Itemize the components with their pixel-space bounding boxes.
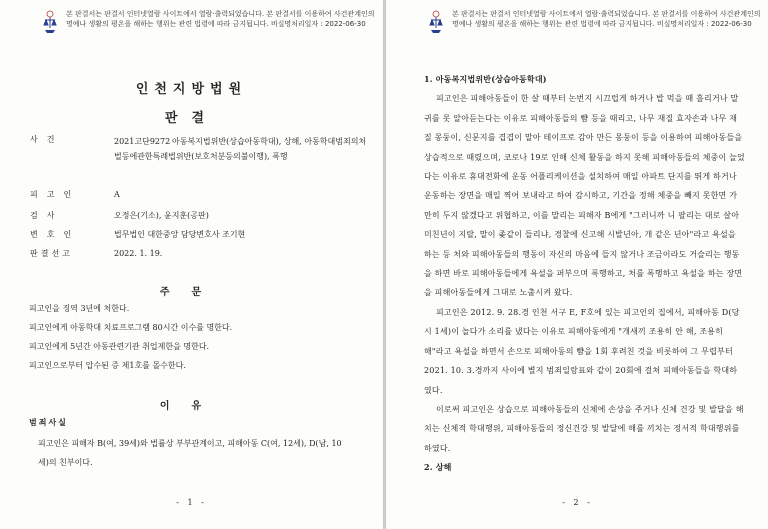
notice-line-2: 명예나 생활의 평온을 해하는 행위는 관련 법령에 따라 금지됩니다. 비실명처리일자 : 2022-06-30 — [66, 20, 366, 28]
notice-line-2: 명예나 생활의 평온을 해하는 행위는 관련 법령에 따라 금지됩니다. 비실명처리일자 : 2022-06-30 — [452, 20, 752, 28]
paragraph-2: 피고인은 2012. 9. 28.경 인천 서구 E, F호에 있는 피고인의 집에서, 피해아동 D(당시 1세)이 놀다가 소리를 냈다는 이유로 피해아동에게 "개새끼 조용히 안 해, 조용히 해"라고 욕설을 하면서 손으로 피해아동의 뺨을 1회 후려친 것을 비롯하여 그 무렵부터 2021. 10. 3.경까지 사이에 별지 범죄일람표와 같이 20회에 걸쳐 피해아동들을 학대하였다. — [424, 307, 740, 395]
date-value: 2022. 1. 19. — [114, 249, 163, 258]
paragraph-1: 피고인은 피해아동들이 한 살 때부터 논번지 시끄럽게 하거나 밥 먹을 때 흘리거나 말귀를 못 알아듣는다는 이유로 피해아동들의 뺨 등을 때리고, 나무 재질 효자손과 나무 재질 몽둥이, 신문지를 겹겹이 말아 테이프로 감아 만든 몽둥이 등을 이용하여 피해아동들을 상습적으로 때렸으며, 코로나 19로 인해 신체 활동을 하지 못해 피해아동들의 체중이 늘었다는 이유로 휴대전화에 운동 어플리케이션을 설치하여 매일 아파트 단지를 뛰게 하거나 운동하는 장면을 매일 찍어 보내라고 하여 감시하고, 기간을 정해 체중을 빼지 못한면 가만히 두지 않겠다고 위협하고, 이를 말리는 피해자 B에게 "그러니까 니 팔리는 대로 살아 미친년이 지랄, 말이 좆같이 들리냐, 경찰에 신고해 시발년아, 개 같은 년아"라고 욕설을 하는 등 처와 피해아동들의 행동이 자신의 마음에 들지 않거나 조금이라도 거슬리는 행동을 하면 바로 피해아동들에게 욕설을 퍼부으며 폭행하고, 처를 폭행하고 욕설을 하는 장면을 피해아동들에게 그대로 노출시켜 왔다. — [424, 94, 745, 298]
case-label: 사건 — [30, 135, 64, 144]
page-number: - 1 - — [176, 498, 207, 507]
page-number: - 2 - — [562, 498, 593, 507]
order-line: 피고인으로부터 압수된 증 제1호를 몰수한다. — [29, 361, 186, 370]
date-label: 판결선고 — [30, 249, 73, 258]
section-heading-2: 2. 상해 — [424, 462, 452, 473]
court-logo-icon — [40, 10, 60, 34]
counsel-label: 변호인 — [30, 230, 81, 239]
order-line: 피고인에게 5년간 아동관련기관 취업제한을 명한다. — [29, 342, 210, 351]
case-row — [30, 134, 373, 184]
page-header — [0, 8, 383, 34]
page-header — [386, 8, 768, 34]
prosecutor-label: 검사 — [30, 211, 64, 220]
page2-body — [424, 70, 745, 478]
notice-text — [452, 9, 763, 29]
notice-text — [66, 9, 377, 29]
court-logo-icon — [426, 10, 446, 34]
facts-heading: 범죄사실 — [29, 417, 68, 427]
order-title: 주문 — [159, 287, 224, 298]
case-number: 2021고단9272 — [114, 137, 171, 146]
defendant-label: 피고인 — [30, 190, 81, 199]
notice-line-1: 본 판결서는 판결서 인터넷열람 사이트에서 열람·출력되었습니다. 본 판결서를 이용하여 사건관계인의 — [66, 10, 375, 18]
order-line: 피고인에게 아동학대 치료프로그램 80시간 이수를 명한다. — [29, 323, 233, 332]
facts-text: 피고인은 피해자 B(여, 39세)와 법률상 부부관계이고, 피해아동 C(여, 12세), D(남, 10세)의 친부이다. — [38, 439, 342, 467]
counsel-value: 법무법인 대한중앙 담당변호사 조기현 — [114, 230, 246, 239]
court-name: 인천지방법원 — [135, 82, 248, 97]
document-title: 판결 — [164, 111, 219, 126]
paragraph-3: 이로써 피고인은 상습으로 피해아동들의 신체에 손상을 주거나 신체 건강 및 발달을 해치는 신체적 학대행위, 피해아동들의 정신건강 및 발달에 해를 끼치는 정서적 학대행위를 하였다. — [424, 404, 744, 453]
defendant-value: A — [114, 190, 120, 199]
notice-line-1: 본 판결서는 판결서 인터넷열람 사이트에서 열람·출력되었습니다. 본 판결서를 이용하여 사건관계인의 — [452, 10, 761, 18]
order-line: 피고인을 징역 3년에 처한다. — [29, 304, 130, 313]
prosecutor-value: 오정은(기소), 윤지훈(공판) — [114, 211, 209, 220]
case-title: 아동복지법위반(상습아동학대), 상해, 아동학대범죄의처벌등에관한특례법위반(보호처분등의불이행), 폭행 — [114, 137, 367, 161]
reason-title: 이유 — [159, 401, 224, 412]
section-heading-1: 1. 아동복지법위반(상습아동학대) — [424, 74, 547, 84]
judgment-page-2 — [386, 0, 768, 529]
judgment-page-1 — [0, 0, 383, 529]
